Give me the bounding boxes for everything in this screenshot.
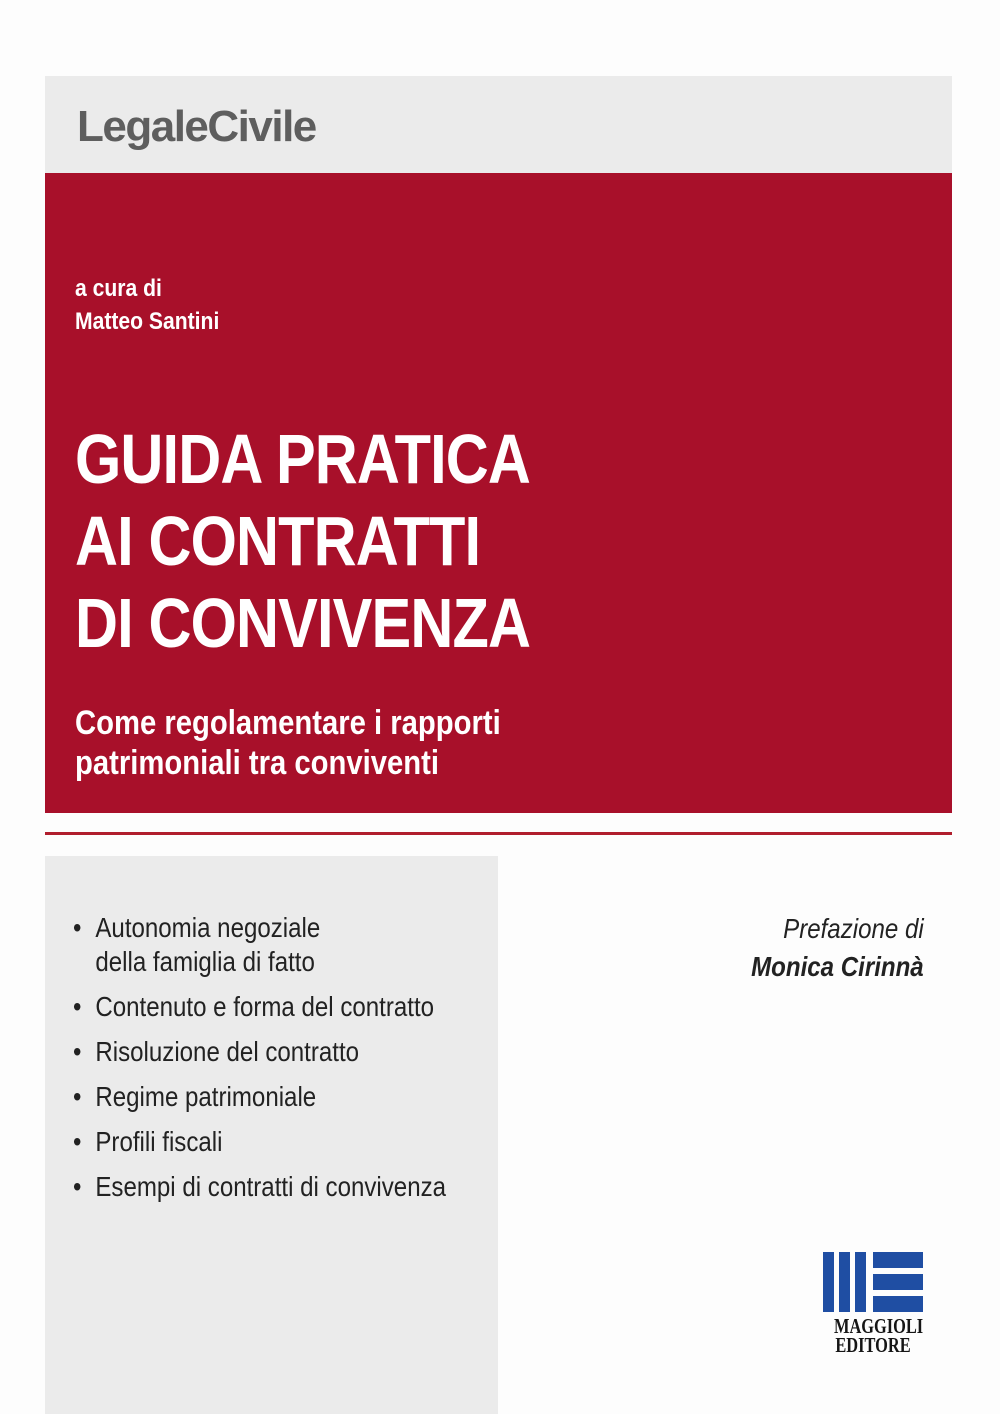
topic-item — [73, 1035, 446, 1069]
subtitle-line: patrimoniali tra conviventi — [75, 744, 439, 782]
topic-item — [73, 990, 446, 1024]
topic-text: Contenuto e forma del contratto — [95, 991, 435, 1022]
topic-text: della famiglia di fatto — [95, 946, 315, 977]
topic-text: Risoluzione del contratto — [95, 1036, 360, 1067]
publisher-name — [834, 1314, 924, 1357]
publisher-line2: EDITORE — [835, 1333, 911, 1357]
topic-item — [73, 911, 446, 979]
editor-label: a cura di — [75, 275, 162, 302]
editor-name: Matteo Santini — [75, 308, 220, 335]
topics-panel — [45, 856, 498, 1414]
maggioli-logo-icon — [823, 1252, 923, 1312]
topics-list — [73, 911, 507, 1215]
subtitle-line: Come regolamentare i rapporti — [75, 704, 501, 742]
book-title — [75, 418, 610, 664]
title-line: GUIDA PRATICA — [75, 420, 531, 498]
title-line: AI CONTRATTI — [75, 502, 481, 580]
bullet-icon: • — [73, 1036, 82, 1067]
preface-label: Prefazione di — [783, 913, 924, 944]
title-line: DI CONVIVENZA — [75, 584, 531, 662]
topic-text: Profili fiscali — [95, 1126, 223, 1157]
topic-text: Regime patrimoniale — [95, 1081, 317, 1112]
topic-item — [73, 1125, 446, 1159]
series-name: LegaleCivile — [77, 102, 316, 151]
bullet-icon: • — [73, 991, 82, 1022]
topic-item — [73, 1170, 446, 1204]
bullet-icon: • — [73, 912, 82, 943]
topic-item — [73, 1080, 446, 1114]
publisher-line1: MAGGIOLI — [834, 1314, 924, 1338]
series-band — [45, 76, 952, 173]
preface-author: Monica Cirinnà — [751, 951, 924, 982]
topic-text: Esempi di contratti di convivenza — [95, 1171, 447, 1202]
preface — [723, 910, 924, 986]
title-block — [45, 173, 952, 813]
bullet-icon: • — [73, 1126, 82, 1157]
bullet-icon: • — [73, 1171, 82, 1202]
bullet-icon: • — [73, 1081, 82, 1112]
book-subtitle — [75, 703, 570, 783]
publisher-logo — [823, 1252, 923, 1355]
topic-text: Autonomia negoziale — [95, 912, 321, 943]
divider — [45, 832, 952, 835]
